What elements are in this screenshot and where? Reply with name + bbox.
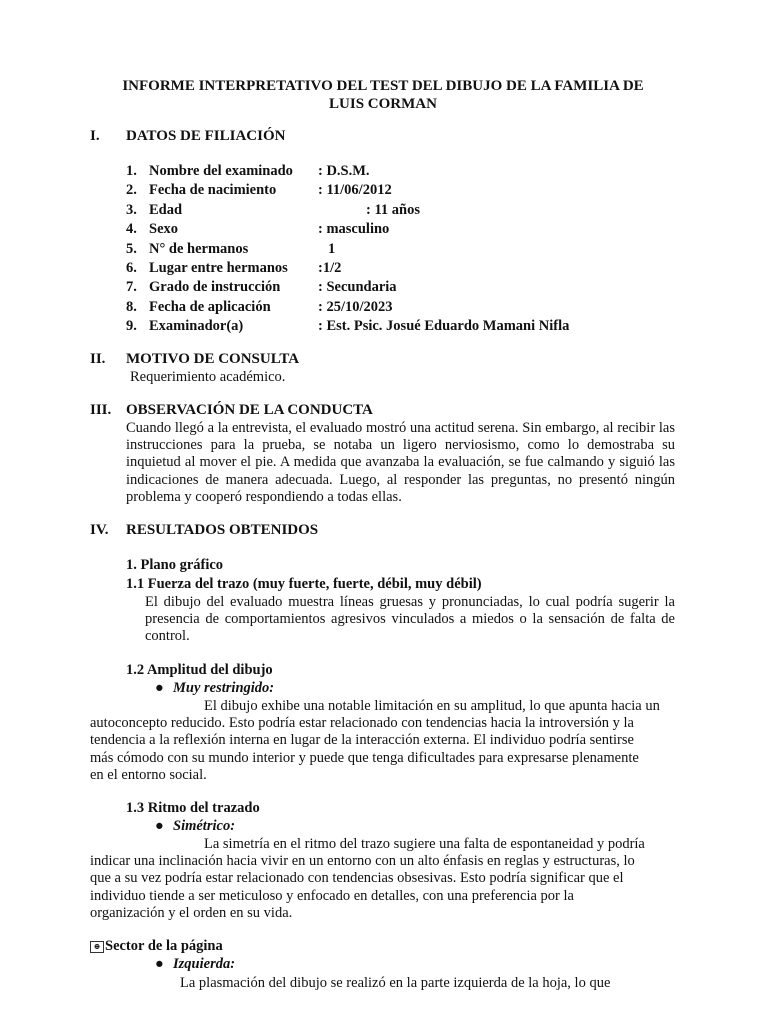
- section-number: I.: [90, 128, 100, 144]
- paragraph-line: El dibujo exhibe una notable limitación en su amplitud, lo que apunta hacia un: [204, 698, 660, 714]
- section-title: OBSERVACIÓN DE LA CONDUCTA: [126, 402, 373, 418]
- section-title: MOTIVO DE CONSULTA: [126, 351, 300, 367]
- section-number: III.: [90, 402, 112, 418]
- field-number: 3.: [126, 201, 137, 218]
- paragraph-line: individuo tiende a ser meticuloso y enfocado en detalles, con una preferencia por la: [90, 887, 574, 904]
- paragraph-line: indicar una inclinación hacia vivir en un entorno con un alto énfasis en reglas y estructuras, lo: [90, 853, 635, 870]
- field-number: 4.: [126, 221, 137, 238]
- field-value: : 25/10/2023: [318, 298, 393, 315]
- paragraph-line: organización y el orden en su vida.: [90, 904, 293, 921]
- field-label: Examinador(a): [149, 318, 244, 335]
- section-heading-resultados: [90, 521, 318, 539]
- field-value: : Secundaria: [318, 279, 397, 296]
- section-title: RESULTADOS OBTENIDOS: [126, 522, 319, 538]
- sector-bullet: [155, 955, 235, 973]
- field-value: : D.S.M.: [318, 163, 370, 179]
- ritmo-heading: 1.3 Ritmo del trazado: [126, 800, 260, 816]
- field-label: Nombre del examinado: [149, 163, 293, 179]
- field-value: :1/2: [318, 259, 342, 276]
- motivo-text: Requerimiento académico.: [130, 369, 286, 385]
- field-value: : masculino: [318, 221, 390, 238]
- field-value: : 11/06/2012: [318, 182, 392, 199]
- paragraph-line: más cómodo con su mundo interior y puede que tenga dificultades para expresarse plenamente: [90, 749, 639, 766]
- paragraph-line: que a su vez podría estar relacionado con tendencias obsesivas. Esto podría significar que el: [90, 870, 624, 887]
- paragraph-line: en el entorno social.: [90, 766, 207, 783]
- paragraph-line: La simetría en el ritmo del trazo sugiere una falta de espontaneidad y podría: [204, 836, 645, 852]
- bullet-label: Muy restringido:: [173, 680, 275, 696]
- section-heading-datos: [90, 127, 285, 145]
- sector-heading: [90, 937, 223, 955]
- fuerza-trazo-text: El dibujo del evaluado muestra líneas gruesas y pronunciadas, lo cual podría sugerir la presencia de comportamientos agresivos vinculados a miedos o la sensación de falta de control.: [145, 594, 675, 645]
- document-title: [80, 77, 686, 113]
- field-label: Fecha de aplicación: [149, 298, 271, 315]
- amplitud-paragraph: [90, 698, 690, 784]
- field-label: N° de hermanos: [149, 240, 249, 257]
- field-value: : 11 años: [366, 201, 420, 218]
- fuerza-trazo-paragraph: [145, 594, 675, 646]
- field-value: 1: [328, 240, 336, 257]
- ritmo-paragraph: [90, 836, 690, 922]
- sector-text: La plasmación del dibujo se realizó en la parte izquierda de la hoja, lo que: [180, 975, 611, 991]
- field-number: 1.: [126, 163, 137, 179]
- bullet-dot: ●: [155, 956, 164, 972]
- title-line-1: INFORME INTERPRETATIVO DEL TEST DEL DIBUJO DE LA FAMILIA DE: [122, 78, 644, 94]
- section-number: II.: [90, 351, 106, 367]
- missing-glyph-icon: ⊕: [90, 941, 104, 953]
- observacion-paragraph: Cuando llegó a la entrevista, el evaluado mostró una actitud serena. Sin embargo, al recibir las instrucciones para la prueba, se notaba un ligero nerviosismo, como lo demostraba su inquietud al mover el pie. A medida que avanzaba la evaluación, se fue calmando y siguió las indicaciones de manera adecuada. Luego, al responder las preguntas, no presentó ningún problema y cooperó respondiendo a todas ellas.: [126, 420, 675, 505]
- paragraph-line: autoconcepto reducido. Esto podría estar relacionado con tendencias hacia la introversión y la: [90, 715, 634, 732]
- amplitud-bullet: [155, 679, 274, 697]
- section-heading-motivo: [90, 350, 299, 368]
- sector-heading-text: Sector de la página: [105, 938, 223, 954]
- field-number: 5.: [126, 240, 137, 257]
- plano-grafico-heading: 1. Plano gráfico: [126, 557, 224, 573]
- field-value: : Est. Psic. Josué Eduardo Mamani Nifla: [318, 318, 570, 335]
- paragraph-line: tendencia a la reflexión interna en lugar de la interacción externa. El individuo podría sentirse: [90, 732, 634, 749]
- fuerza-trazo-heading: 1.1 Fuerza del trazo (muy fuerte, fuerte, débil, muy débil): [126, 576, 482, 592]
- bullet-dot: ●: [155, 680, 164, 696]
- bullet-label: Izquierda:: [173, 956, 236, 972]
- field-number: 8.: [126, 298, 137, 315]
- section-number: IV.: [90, 522, 109, 538]
- field-number: 7.: [126, 279, 137, 296]
- amplitud-heading: 1.2 Amplitud del dibujo: [126, 662, 273, 678]
- field-number: 9.: [126, 318, 137, 335]
- field-number: 6.: [126, 259, 137, 276]
- section-heading-observacion: [90, 401, 373, 419]
- field-label: Grado de instrucción: [149, 279, 281, 296]
- section-title: DATOS DE FILIACIÓN: [126, 128, 286, 144]
- bullet-label: Simétrico:: [173, 818, 236, 834]
- field-number: 2.: [126, 182, 137, 199]
- title-line-2: LUIS CORMAN: [329, 96, 437, 112]
- field-label: Fecha de nacimiento: [149, 182, 277, 199]
- ritmo-bullet: [155, 817, 235, 835]
- field-label: Edad: [149, 201, 183, 218]
- bullet-dot: ●: [155, 818, 164, 834]
- field-label: Lugar entre hermanos: [149, 259, 288, 276]
- field-label: Sexo: [149, 221, 178, 238]
